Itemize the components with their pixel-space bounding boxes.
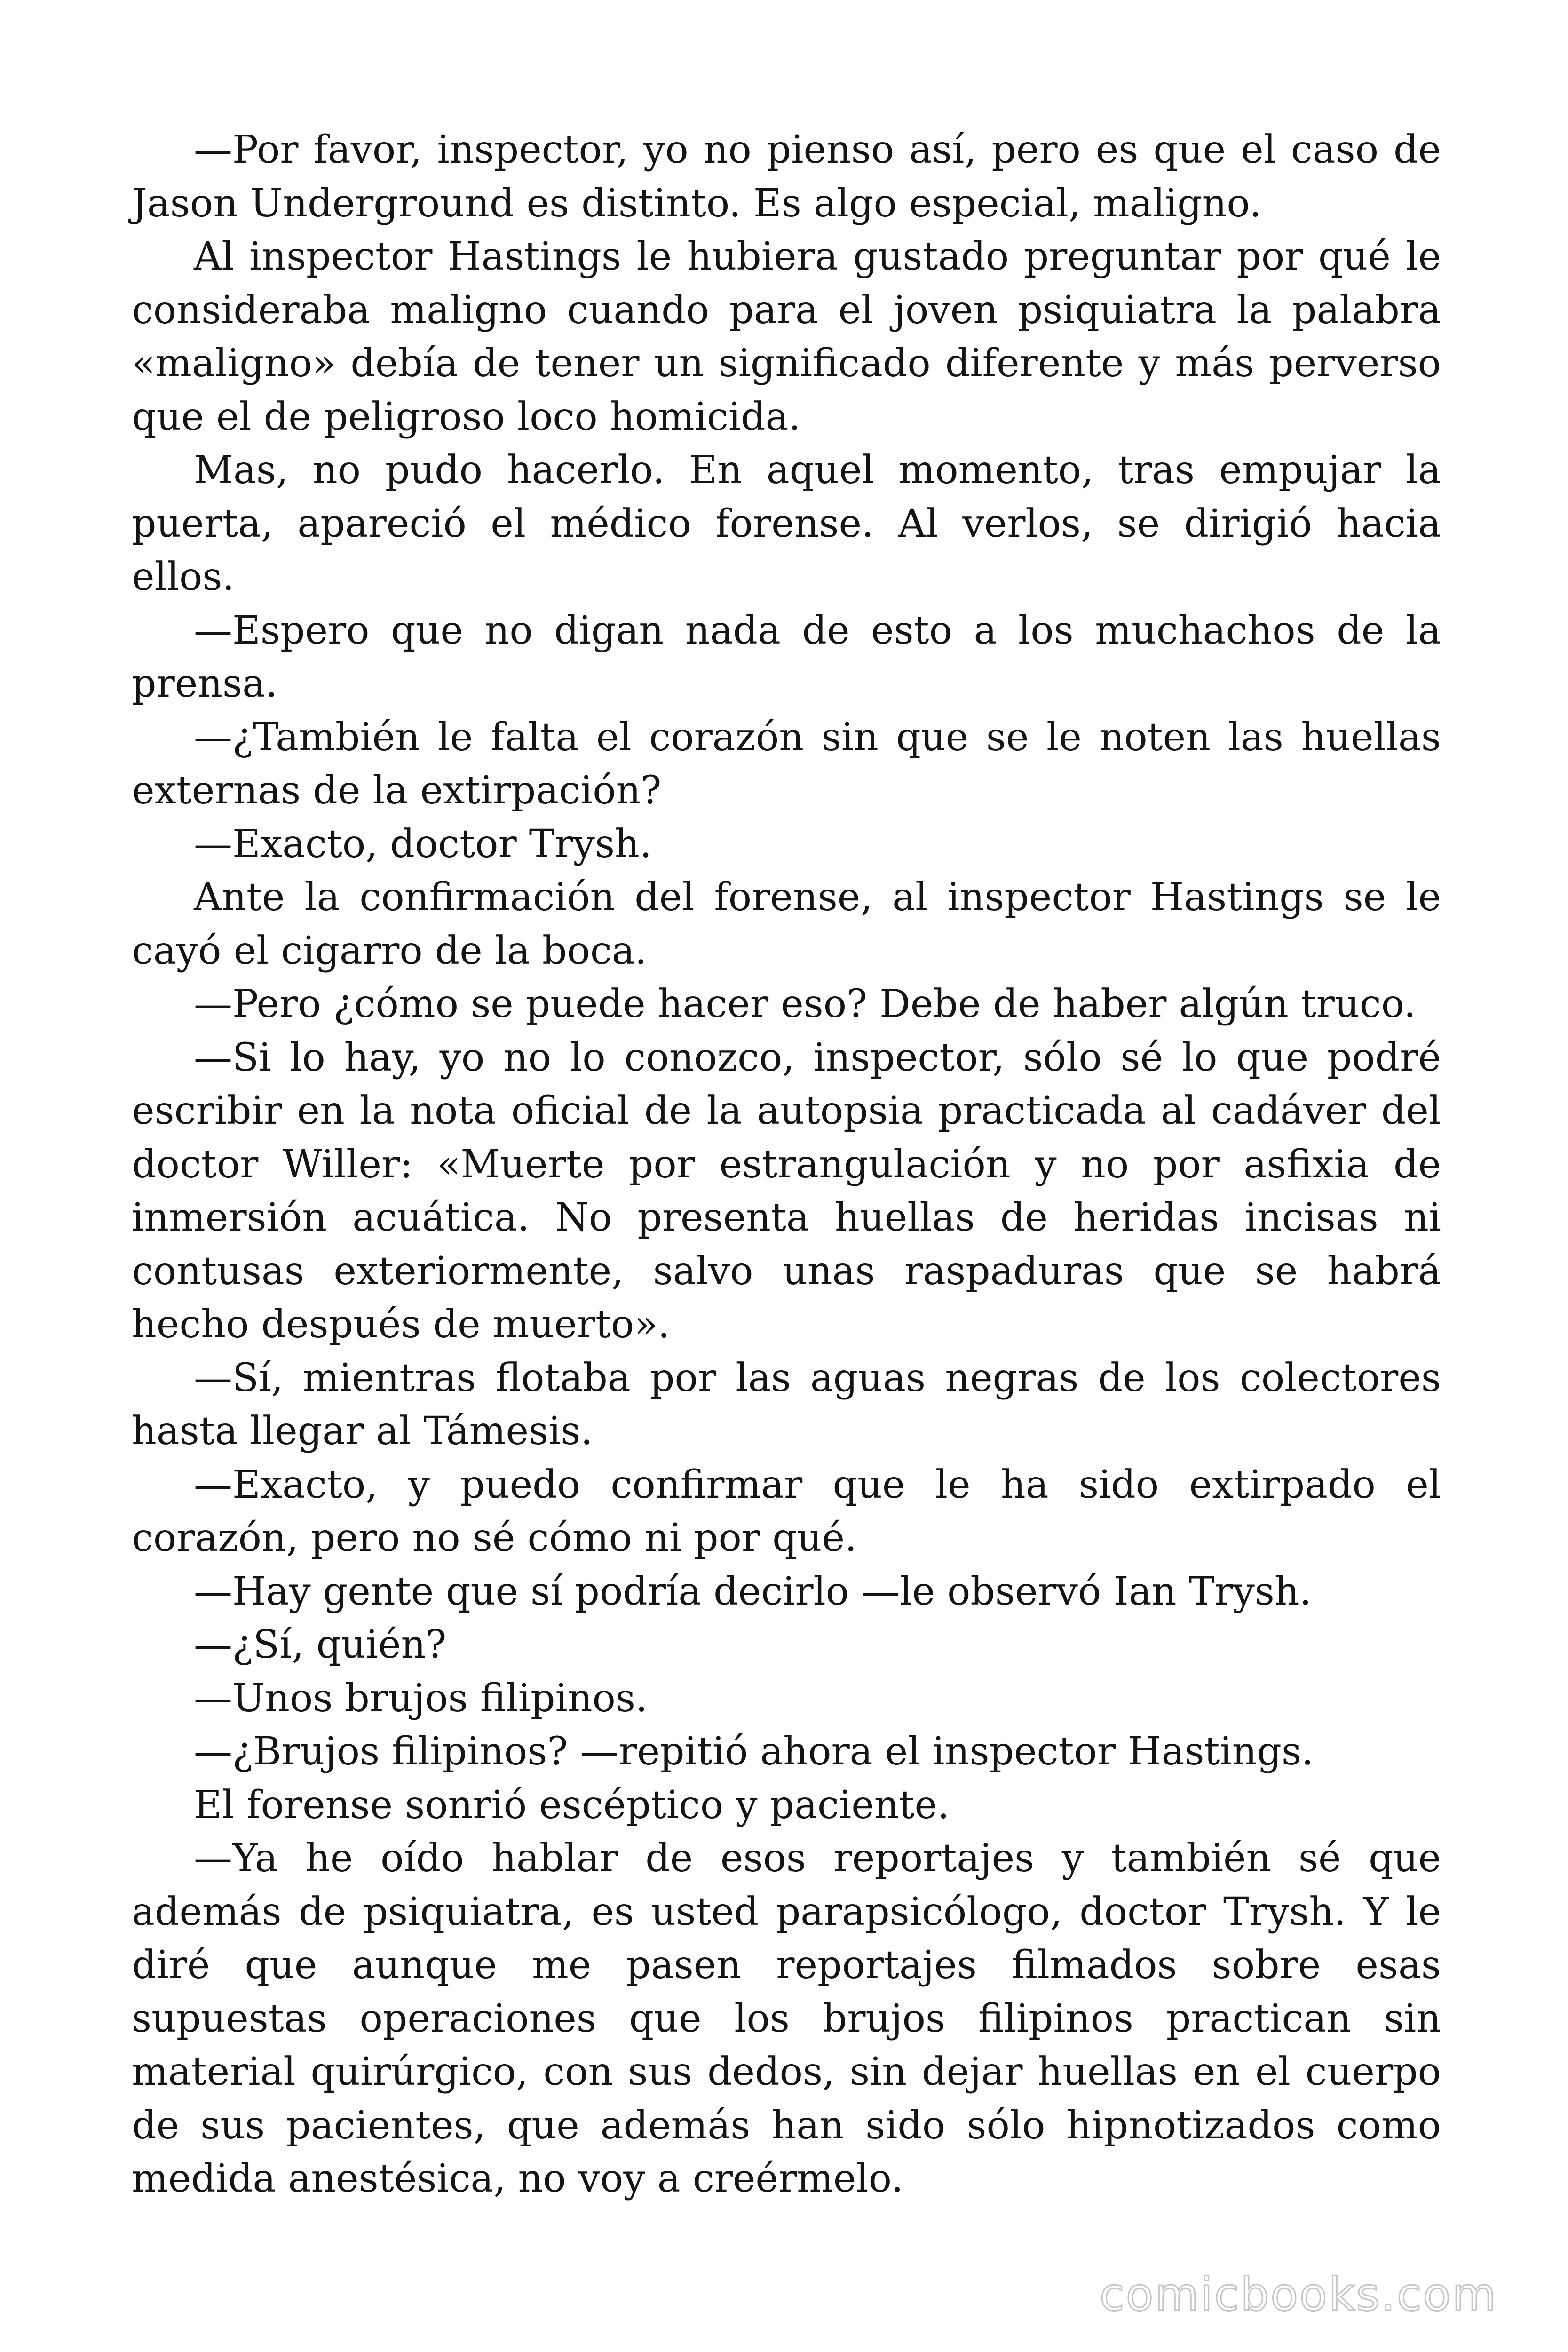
paragraph: —¿Sí, quién? <box>194 1622 447 1667</box>
paragraph: Ante la confirmación del forense, al inspector Hastings se le cayó el cigarro de la boca. <box>132 875 1441 973</box>
paragraph: Mas, no pudo hacerlo. En aquel momento, tras empujar la puerta, apareció el médico forense. Al verlos, se dirigió hacia ellos. <box>132 448 1441 599</box>
paragraph: —Hay gente que sí podría decirlo —le observó Ian Trysh. <box>194 1569 1312 1614</box>
paragraph: —Por favor, inspector, yo no pienso así, pero es que el caso de Jason Underground es distinto. Es algo especial, maligno. <box>132 127 1441 226</box>
paragraph: —¿También le falta el corazón sin que se le noten las huellas externas de la extirpación? <box>132 715 1441 813</box>
paragraph: —Unos brujos filipinos. <box>194 1676 648 1721</box>
watermark: comicbooks.com <box>1099 2268 1497 2321</box>
paragraph: El forense sonrió escéptico y paciente. <box>194 1782 950 1828</box>
paragraph: —Pero ¿cómo se puede hacer eso? Debe de haber algún truco. <box>194 982 1416 1026</box>
paragraph: —Exacto, doctor Trysh. <box>194 821 652 866</box>
paragraph: Al inspector Hastings le hubiera gustado preguntar por qué le consideraba maligno cuando para el joven psiquiatra la palabra «maligno» debía de tener un significado diferente y más perverso que el de peligroso loco homicida. <box>132 234 1441 439</box>
paragraph: —¿Brujos filipinos? —repitió ahora el inspector Hastings. <box>194 1729 1314 1774</box>
paragraph: —Exacto, y puedo confirmar que le ha sido extirpado el corazón, pero no sé cómo ni por qué. <box>132 1462 1441 1560</box>
paragraph: —Ya he oído hablar de esos reportajes y también sé que además de psiquiatra, es usted parapsicólogo, doctor Trysh. Y le diré que aunque me pasen reportajes filmados sobre esas supuestas operaciones que los brujos filipinos practican sin material quirúrgico, con sus dedos, sin dejar huellas en el cuerpo de sus pacientes, que además han sido sólo hipnotizados como medida anestésica, no voy a creérmelo. <box>132 1836 1441 2201</box>
paragraph: —Si lo hay, yo no lo conozco, inspector, sólo sé lo que podré escribir en la nota oficial de la autopsia practicada al cadáver del doctor Willer: «Muerte por estrangulación y no por asfixia de inmersión acuática. No presenta huellas de heridas incisas ni contusas exteriormente, salvo unas raspaduras que se habrá hecho después de muerto». <box>132 1035 1441 1347</box>
paragraph: —Sí, mientras flotaba por las aguas negras de los colectores hasta llegar al Támesis. <box>132 1355 1441 1454</box>
page-text <box>132 123 1441 2206</box>
paragraph: —Espero que no digan nada de esto a los muchachos de la prensa. <box>132 608 1441 706</box>
